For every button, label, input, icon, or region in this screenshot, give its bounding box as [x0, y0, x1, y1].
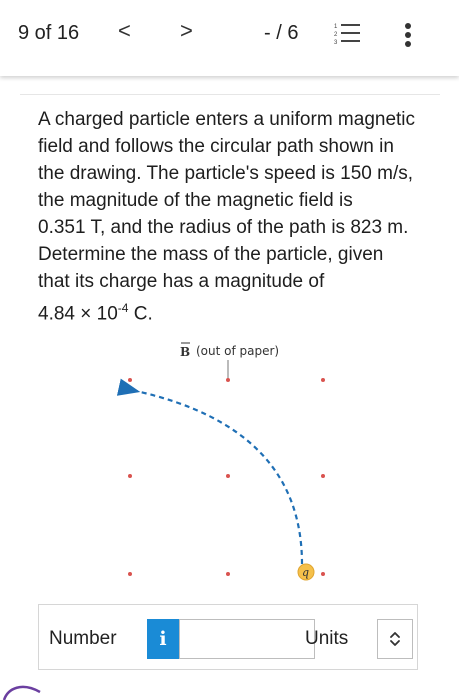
svg-text:2: 2	[334, 32, 338, 38]
previous-content-peek	[20, 76, 440, 95]
svg-text:1: 1	[334, 24, 338, 30]
question-counter: 9 of 16	[18, 22, 80, 44]
question-list-icon[interactable]	[334, 22, 362, 46]
question-header	[0, 0, 459, 76]
info-button[interactable]: i	[147, 619, 179, 659]
field-direction-label: (out of paper)	[196, 344, 280, 358]
question-line: the drawing. The particle's speed is 150 m/s,	[38, 163, 414, 184]
more-options-icon[interactable]	[398, 20, 418, 50]
answer-box	[38, 604, 418, 670]
question-line: 0.351 T, and the radius of the path is 823 m.	[38, 217, 409, 238]
particle-q-label: q	[302, 566, 310, 579]
question-line: that its charge has a magnitude of	[38, 271, 325, 292]
charge-value	[38, 295, 430, 327]
field-dot	[128, 572, 132, 576]
score-display: - / 6	[264, 22, 299, 44]
charge-exponent: -4	[117, 301, 129, 315]
field-dot	[128, 474, 132, 478]
field-symbol-label: B	[180, 345, 191, 359]
question-line: the magnitude of the magnetic field is	[38, 190, 353, 211]
units-label: Units	[305, 628, 349, 649]
question-line: Determine the mass of the particle, given	[38, 244, 384, 265]
field-dot	[226, 572, 230, 576]
number-label: Number	[49, 628, 117, 649]
chevron-up-down-icon	[387, 631, 403, 647]
magnetic-field-diagram	[110, 338, 350, 594]
previous-question-button[interactable]: <	[118, 18, 131, 43]
particle-path	[136, 391, 302, 564]
field-dot	[226, 378, 230, 382]
field-dot	[321, 474, 325, 478]
question-line: A charged particle enters a uniform magnetic	[38, 109, 416, 130]
field-dot	[321, 572, 325, 576]
svg-text:3: 3	[334, 40, 338, 46]
number-input[interactable]	[179, 619, 315, 659]
charge-base: 4.84 × 10	[38, 303, 118, 325]
field-dot	[321, 378, 325, 382]
charge-unit: C.	[128, 303, 153, 325]
next-question-button[interactable]: >	[180, 18, 193, 43]
units-select[interactable]	[377, 619, 413, 659]
field-dot	[128, 378, 132, 382]
question-text	[38, 106, 430, 327]
field-dot	[226, 474, 230, 478]
question-line: field and follows the circular path shown in	[38, 136, 394, 157]
handwritten-mark-icon	[0, 680, 70, 700]
